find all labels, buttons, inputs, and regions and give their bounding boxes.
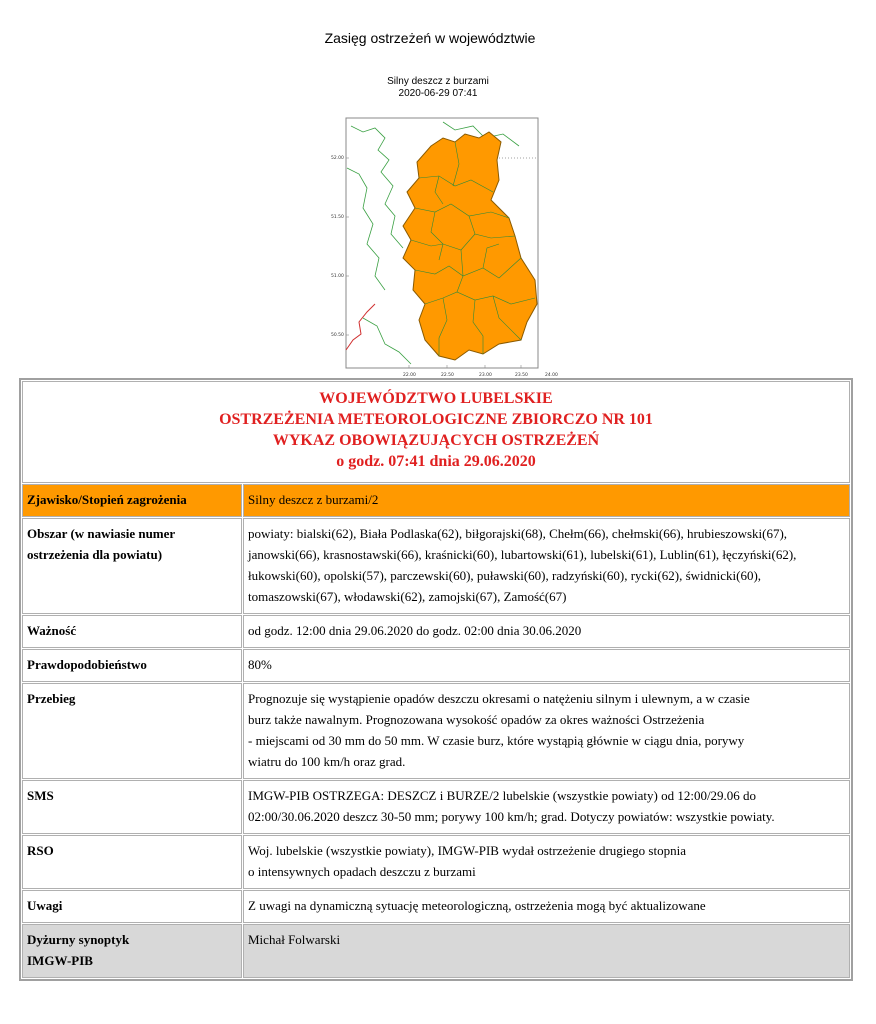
table-row <box>22 649 850 682</box>
header-list: WYKAZ OBOWIĄZUJĄCYCH OSTRZEŻEŃ <box>272 432 600 449</box>
row-value: Michał Folwarski <box>243 924 850 978</box>
row-label: SMS <box>22 780 242 834</box>
text-line: Prognozuje się wystąpienie opadów deszczu okresami o natężeniu silnym i ulewnym, a w czasie <box>248 691 750 706</box>
voivodeship-map <box>323 108 558 380</box>
row-label: Przebieg <box>22 683 242 779</box>
table-row <box>22 780 850 834</box>
text-line: - miejscami od 30 mm do 50 mm. W czasie burz, które wystąpią głównie w ciągu dnia, porywy <box>248 733 745 748</box>
table-row <box>22 683 850 779</box>
text-line: Woj. lubelskie (wszystkie powiaty), IMGW-PIB wydał ostrzeżenie drugiego stopnia <box>248 843 686 858</box>
map-datetime: 2020-06-29 07:41 <box>398 88 478 99</box>
row-label: Prawdopodobieństwo <box>22 649 242 682</box>
row-value <box>243 683 850 779</box>
row-label: Zjawisko/Stopień zagrożenia <box>22 484 242 517</box>
table-row <box>22 518 850 614</box>
table-row <box>22 924 850 978</box>
y-tick-label: 51.00 <box>331 274 344 279</box>
row-value: Silny deszcz z burzami/2 <box>243 484 850 517</box>
row-value: IMGW-PIB OSTRZEGA: DESZCZ i BURZE/2 lubelskie (wszystkie powiaty) od 12:00/29.06 do 02:00/30.06.2020 deszcz 30-50 mm; porywy 100 km/h; grad. Dotyczy powiatów: wszystkie powiaty. <box>243 780 850 834</box>
row-value <box>243 835 850 889</box>
label-line: Dyżurny synoptyk <box>27 932 130 947</box>
text-line: o intensywnych opadach deszczu z burzami <box>248 864 476 879</box>
y-tick-label: 51.50 <box>331 215 344 220</box>
x-tick-label: 22.50 <box>441 373 454 378</box>
x-tick-label: 22.00 <box>403 373 416 378</box>
warnings-table <box>19 378 853 981</box>
y-ticks <box>331 155 344 338</box>
row-label: Obszar (w nawiasie numer ostrzeżenia dla powiatu) <box>22 518 242 614</box>
table-row <box>22 484 850 517</box>
map-caption <box>0 76 876 100</box>
row-label <box>22 924 242 978</box>
label-line: IMGW-PIB <box>27 953 93 968</box>
table-row <box>22 835 850 889</box>
x-tick-label: 24.00 <box>545 373 558 378</box>
row-value: Z uwagi na dynamiczną sytuację meteorologiczną, ostrzeżenia mogą być aktualizowane <box>243 890 850 923</box>
y-tick-label: 52.00 <box>331 156 344 161</box>
page-title: Zasięg ostrzeżeń w województwie <box>324 30 536 46</box>
x-tick-label: 23.00 <box>479 373 492 378</box>
header-bulletin: OSTRZEŻENIA METEOROLOGICZNE ZBIORCZO NR 101 <box>219 411 653 428</box>
text-line: burz także nawalnym. Prognozowana wysokość opadów za okres ważności Ostrzeżenia <box>248 712 705 727</box>
row-label: RSO <box>22 835 242 889</box>
row-label: Ważność <box>22 615 242 648</box>
row-value: powiaty: bialski(62), Biała Podlaska(62), biłgorajski(68), Chełm(66), chełmski(66), hrubieszowski(67), janowski(66), krasnostawski(66), kraśnicki(60), lubartowski(61), lubelski(61), Lublin(61), łęczyński(62), łukowski(60), opolski(57), parczewski(60), puławski(60), radzyński(60), rycki(62), świdnicki(60), tomaszowski(67), włodawski(62), zamojski(67), Zamość(67) <box>243 518 850 614</box>
row-label: Uwagi <box>22 890 242 923</box>
table-header-row <box>22 381 850 483</box>
warnings-header <box>22 381 850 483</box>
table-row <box>22 890 850 923</box>
header-voivodeship: WOJEWÓDZTWO LUBELSKIE <box>319 390 553 407</box>
map-svg <box>323 108 558 380</box>
map-phenomenon: Silny deszcz z burzami <box>387 76 489 87</box>
row-value: od godz. 12:00 dnia 29.06.2020 do godz. 02:00 dnia 30.06.2020 <box>243 615 850 648</box>
table-row <box>22 615 850 648</box>
row-value: 80% <box>243 649 850 682</box>
text-line: wiatru do 100 km/h oraz grad. <box>248 754 406 769</box>
header-time: o godz. 07:41 dnia 29.06.2020 <box>336 453 536 470</box>
x-tick-label: 23.50 <box>515 373 528 378</box>
y-tick-label: 50.50 <box>331 333 344 338</box>
